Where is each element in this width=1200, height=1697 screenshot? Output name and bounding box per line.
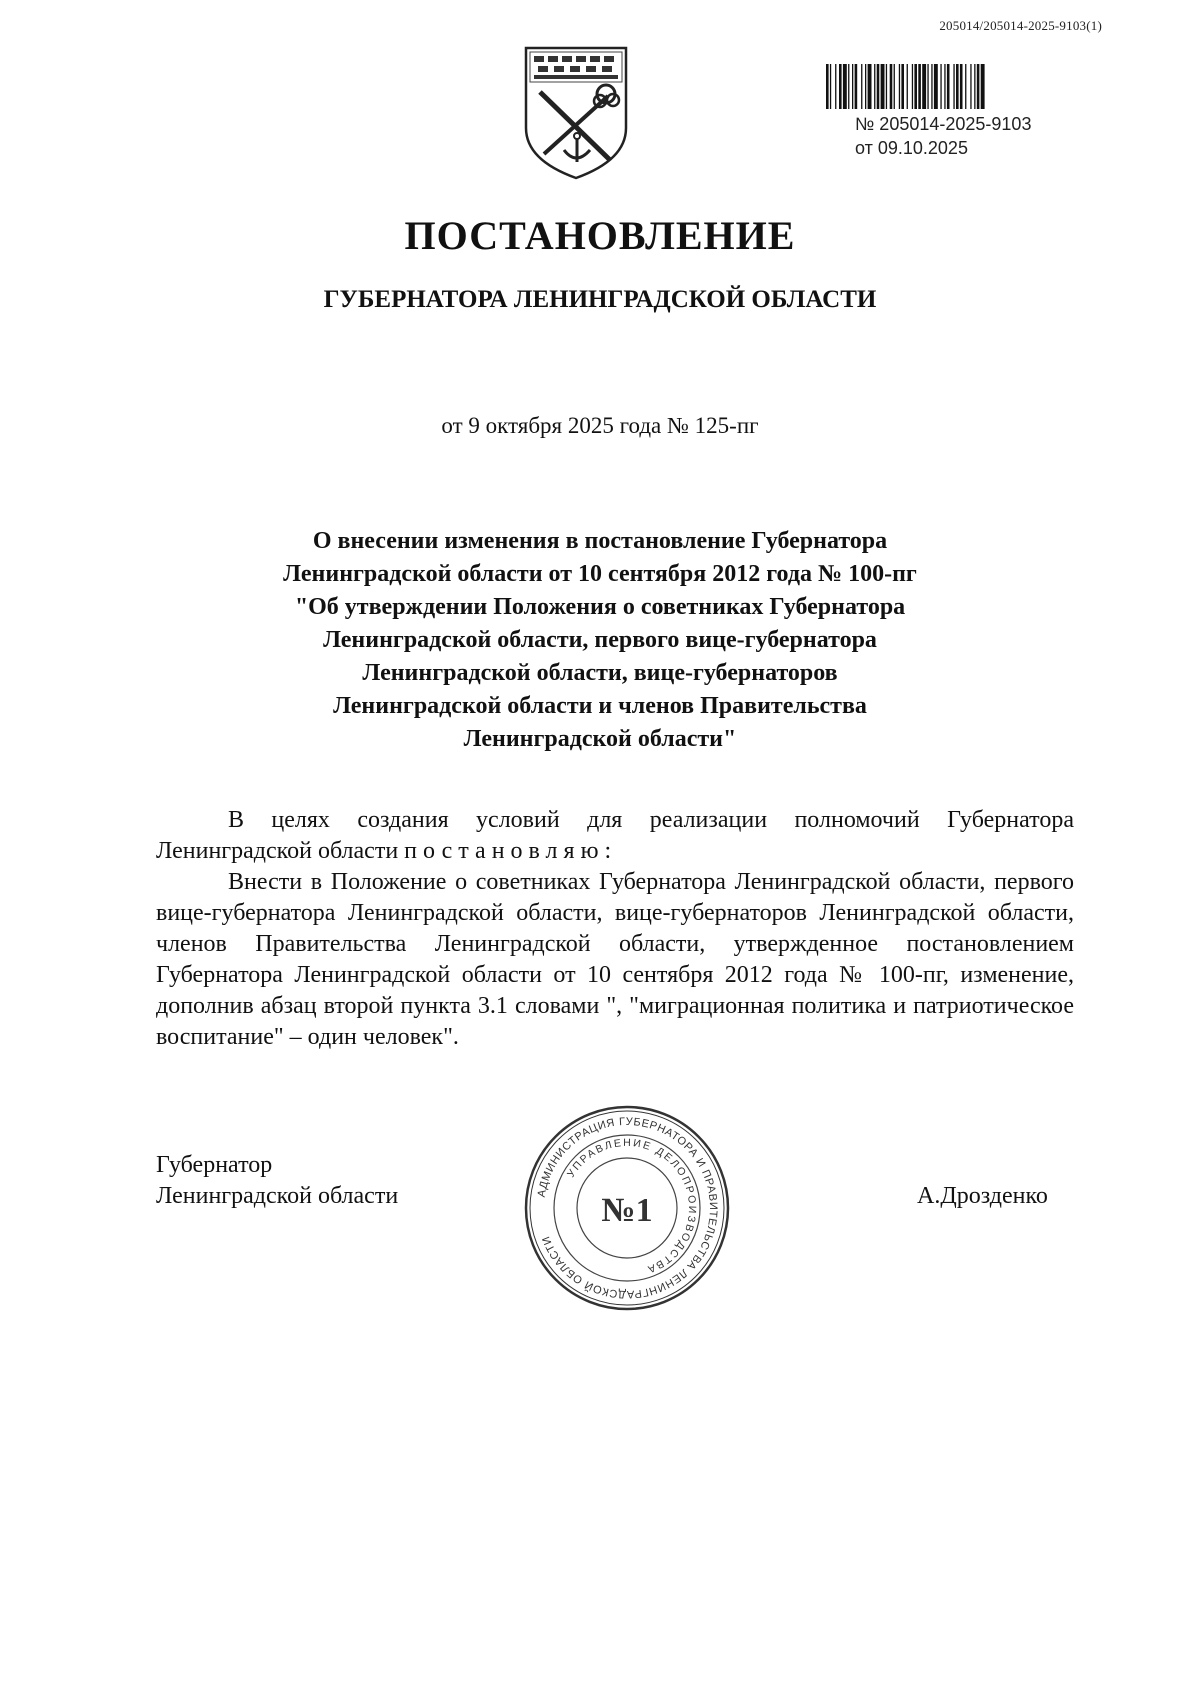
- document-body: [156, 805, 1074, 1053]
- coat-of-arms-icon: [520, 42, 632, 182]
- subject-line: О внесении изменения в постановление Губернатора: [312, 528, 888, 554]
- document-subject: [200, 525, 1000, 756]
- signatory-title-line: Губернатор: [156, 1152, 273, 1178]
- subject-line: "Об утверждении Положения о советниках Губернатора: [294, 594, 906, 620]
- subject-line: Ленинградской области и членов Правительства: [333, 693, 867, 719]
- resolve-word: постановляю:: [404, 838, 618, 864]
- registration-number: № 205014-2025-9103: [855, 114, 1032, 134]
- document-authority-heading: ГУБЕРНАТОРА ЛЕНИНГРАДСКОЙ ОБЛАСТИ: [323, 286, 877, 313]
- barcode-icon: [826, 64, 1098, 109]
- subject-line: Ленинградской области, вице-губернаторов: [362, 660, 838, 686]
- preamble-paragraph: [156, 805, 1074, 867]
- operative-paragraph: Внести в Положение о советниках Губернатора Ленинградской области, первого вице-губернатора Ленинградской области, вице-губернаторов Ленинградской области, членов Правительства Ленинградской области, утвержденное постановлением Губернатора Ленинградской области от 10 сентября 2012 года № 100-пг, изменение, дополнив абзац второй пункта 3.1 словами ", "миграционная политика и патриотическое воспитание" – один человек".: [156, 869, 1074, 1050]
- document-type-heading: ПОСТАНОВЛЕНИЕ: [404, 213, 796, 258]
- signatory-title-line: Ленинградской области: [156, 1183, 399, 1209]
- document-date-number: от 9 октября 2025 года № 125-пг: [441, 413, 759, 438]
- signatory-title: [156, 1150, 398, 1212]
- document-file-id: 205014/205014-2025-9103(1): [939, 18, 1102, 33]
- seal-center-text: №1: [601, 1192, 653, 1229]
- subject-line: Ленинградской области": [463, 726, 737, 752]
- seal-outer-text: АДМИНИСТРАЦИЯ ГУБЕРНАТОРА И ПРАВИТЕЛЬСТВА ЛЕНИНГРАДСКОЙ ОБЛАСТИ: [535, 1115, 720, 1301]
- seal-inner-text: УПРАВЛЕНИЕ ДЕЛОПРОИЗВОДСТВА: [564, 1136, 699, 1276]
- subject-line: Ленинградской области от 10 сентября 2012 года № 100-пг: [283, 561, 917, 587]
- registration-date: от 09.10.2025: [855, 138, 968, 158]
- subject-line: Ленинградской области, первого вице-губернатора: [323, 627, 877, 653]
- official-seal: [522, 1103, 732, 1313]
- preamble-text: В целях создания условий для реализации полномочий Губернатора Ленинградской области: [156, 807, 1074, 864]
- signatory-name: А.Дрозденко: [917, 1183, 1048, 1209]
